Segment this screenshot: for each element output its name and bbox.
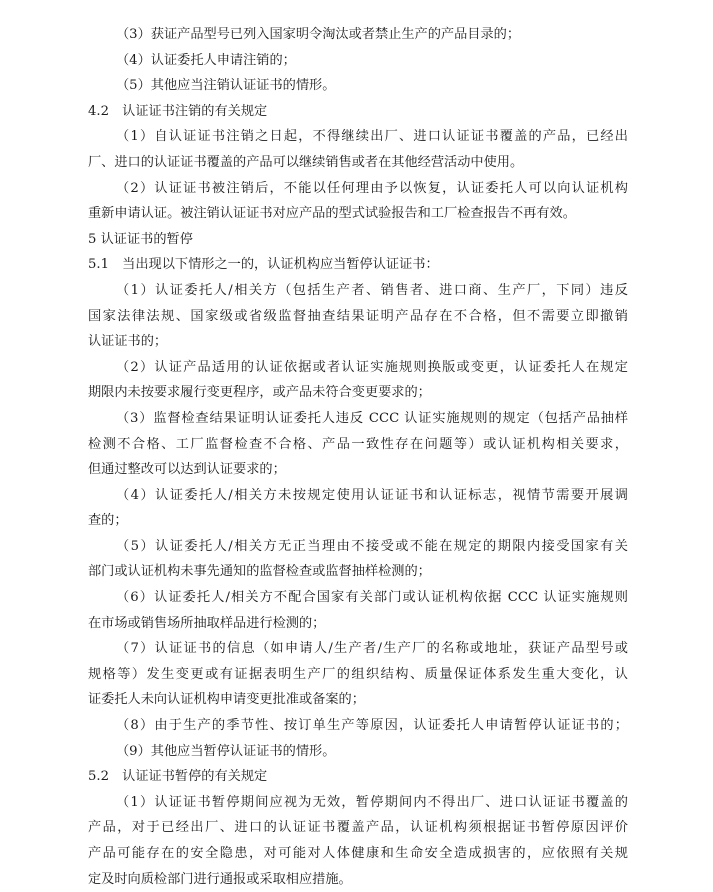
text-line: （6）认证委托人/相关方不配合国家有关部门或认证机构依据 CCC 认证实施规则 [116,590,628,606]
text-line: 部门或认证机构未事先通知的监督检查或监督抽样检测的； [88,564,431,580]
text-line: 但通过整改可以达到认证要求的； [88,462,286,478]
text-line: （2）认证产品适用的认证依据或者认证实施规则换版或变更，认证委托人在规定 [116,359,628,375]
text-line: 在市场或销售场所抽取样品进行检测的； [88,615,326,631]
text-line: 5.2 认证证书暂停的有关规定 [88,769,268,785]
text-line: （9）其他应当暂停认证证书的情形。 [116,743,336,759]
text-line: （1）认证证书暂停期间应视为无效，暂停期间内不得出厂、进口认证证书覆盖的 [116,794,628,810]
text-line: （3）获证产品型号已列入国家明令淘汰或者禁止生产的产品目录的； [116,27,521,42]
text-line: 厂、进口的认证证书覆盖的产品可以继续销售或者在其他经营活动中使用。 [88,154,524,170]
text-line: （1）认证委托人/相关方（包括生产者、销售者、进口商、生产厂，下同）违反 [116,282,628,298]
text-line: （7）认证证书的信息（如申请人/生产者/生产厂的名称或地址，获证产品型号或 [116,641,628,657]
text-line: 定及时向质检部门进行通报或采取相应措施。 [88,871,352,887]
text-line: （4）认证委托人申请注销的； [116,52,296,68]
text-line: 重新申请认证。被注销认证证书对应产品的型式试验报告和工厂检查报告不再有效。 [88,206,576,222]
text-line: （5）其他应当注销认证证书的情形。 [116,78,336,94]
text-line: （2）认证证书被注销后，不能以任何理由予以恢复，认证委托人可以向认证机构 [116,180,628,196]
text-line: 5.1 当出现以下情形之一的，认证机构应当暂停认证证书： [88,257,439,273]
text-line: （3）监督检查结果证明认证委托人违反 CCC 认证实施规则的规定（包括产品抽样 [116,410,628,426]
text-line: 国家法律法规、国家级或省级监督抽查结果证明产品存在不合格，但不需要立即撤销 [88,308,628,324]
text-line: 规格等）发生变更或有证据表明生产厂的组织结构、质量保证体系发生重大变化，认 [88,666,628,682]
text-line: （8）由于生产的季节性、按订单生产等原因，认证委托人申请暂停认证证书的； [116,718,628,734]
text-line: 检测不合格、工厂监督检查不合格、产品一致性存在问题等）或认证机构相关要求， [88,436,628,452]
text-line: （1）自认证证书注销之日起，不得继续出厂、进口认证证书覆盖的产品，已经出 [116,129,628,145]
text-line: 期限内未按要求履行变更程序，或产品未符合变更要求的； [88,385,431,401]
text-line: 查的； [88,513,128,529]
text-line: 产品可能存在的安全隐患，对可能对人体健康和生命安全造成损害的，应依照有关规 [88,846,628,861]
text-line: 认证证书的； [88,334,168,350]
text-line: 4.2 认证证书注销的有关规定 [88,103,268,119]
text-line: （5）认证委托人/相关方无正当理由不接受或不能在规定的期限内接受国家有关 [116,538,628,554]
text-line: 产品，对于已经出厂、进口的认证证书覆盖产品，认证机构须根据证书暂停原因评价 [88,820,628,836]
text-line: 5 认证证书的暂停 [88,231,193,247]
text-line: （4）认证委托人/相关方未按规定使用认证证书和认证标志，视情节需要开展调 [116,487,628,503]
text-line: 证委托人未向认证机构申请变更批准或备案的； [88,692,365,708]
